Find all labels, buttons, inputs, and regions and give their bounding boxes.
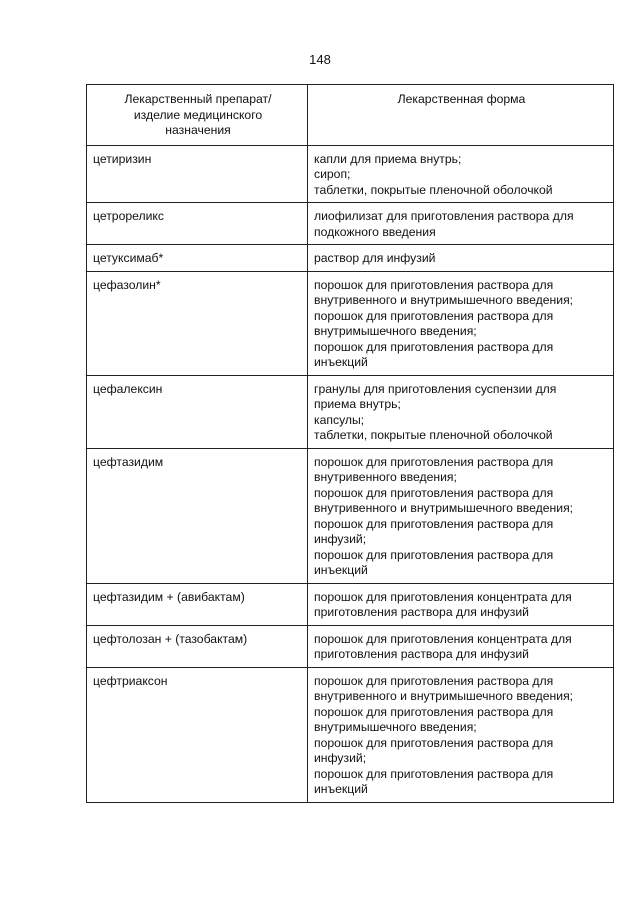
dosage-form-cell [308,203,614,245]
drug-name-cell [87,583,308,625]
dosage-form-line: внутримышечного введения; [314,720,477,734]
dosage-form-cell [308,271,614,375]
dosage-form-line: гранулы для приготовления суспензии для [314,381,557,396]
header-form-line: Лекарственная форма [397,92,526,106]
dosage-form-cell [308,583,614,625]
drug-name: цефтриаксон [93,673,168,688]
dosage-form-line: порошок для приготовления раствора для [314,454,554,469]
header-drug-line: назначения [165,123,231,137]
table-row [87,667,614,802]
table-row [87,245,614,272]
dosage-form-line: порошок для приготовления раствора для [314,339,554,354]
dosage-form-line: инфузий; [314,751,367,765]
table-row [87,375,614,448]
dosage-form-cell [308,625,614,667]
dosage-form-line: внутривенного и внутримышечного введения; [314,501,574,515]
drug-name: цефтолозан + (тазобактам) [93,631,248,646]
drug-name: цетрореликс [93,209,164,223]
drug-table [86,84,614,803]
header-drug-line: Лекарственный препарат/ [124,92,272,106]
dosage-form-line: капсулы; [314,412,365,427]
dosage-form-line: порошок для приготовления раствора для [314,516,554,531]
header-form [308,85,614,146]
drug-name: цетуксимаб* [93,251,164,265]
drug-name-cell [87,448,308,583]
dosage-form-line: порошок для приготовления раствора для [314,673,554,688]
dosage-form-line: лиофилизат для приготовления раствора для [314,209,574,223]
dosage-form-cell [308,145,614,203]
dosage-form-line: порошок для приготовления раствора для [314,547,554,562]
dosage-form-line: внутривенного и внутримышечного введения; [314,689,574,703]
table-row [87,625,614,667]
dosage-form-line: инфузий; [314,532,367,546]
header-drug-line: изделие медицинского [133,107,263,122]
drug-name: цефтазидим + (авибактам) [93,589,245,604]
drug-name-cell [87,375,308,448]
dosage-form-line: приготовления раствора для инфузий [314,605,529,619]
dosage-form-line: приготовления раствора для инфузий [314,647,529,661]
dosage-form-line: порошок для приготовления концентрата для [314,631,572,646]
dosage-form-line: порошок для приготовления раствора для [314,308,554,323]
dosage-form-line: внутримышечного введения; [314,324,477,338]
dosage-form-line: внутривенного введения; [314,470,457,484]
table-row [87,203,614,245]
drug-name-cell [87,145,308,203]
dosage-form-line: приема внутрь; [314,397,401,411]
dosage-form-line: порошок для приготовления раствора для [314,277,554,292]
drug-name: цефтазидим [93,454,164,469]
dosage-form-line: подкожного введения [314,224,436,239]
dosage-form-cell [308,448,614,583]
dosage-form-line: внутривенного и внутримышечного введения; [314,293,574,307]
drug-name-cell [87,625,308,667]
dosage-form-line: раствор для инфузий [314,251,436,265]
dosage-form-line: таблетки, покрытые пленочной оболочкой [314,428,553,442]
drug-name-cell [87,245,308,272]
dosage-form-line: таблетки, покрытые пленочной оболочкой [314,182,553,197]
table-row [87,448,614,583]
dosage-form-line: капли для приема внутрь; [314,151,462,166]
drug-name: цетиризин [93,151,152,166]
dosage-form-line: порошок для приготовления концентрата для [314,589,572,604]
dosage-form-cell [308,667,614,802]
dosage-form-line: порошок для приготовления раствора для [314,704,554,719]
drug-name-cell [87,667,308,802]
dosage-form-cell [308,375,614,448]
dosage-form-cell [308,245,614,272]
dosage-form-line: порошок для приготовления раствора для [314,735,554,750]
drug-name: цефазолин* [93,277,161,292]
dosage-form-line: инъекций [314,355,368,369]
dosage-form-line: инъекций [314,563,368,577]
dosage-form-line: сироп; [314,167,351,181]
drug-name-cell [87,271,308,375]
drug-name: цефалексин [93,381,163,396]
dosage-form-line: порошок для приготовления раствора для [314,485,554,500]
drug-name-cell [87,203,308,245]
dosage-form-line: инъекций [314,782,368,796]
table-row [87,583,614,625]
dosage-form-line: порошок для приготовления раствора для [314,766,554,781]
table-row [87,145,614,203]
table-header-row [87,85,614,146]
header-drug [87,85,308,146]
page-number: 148 [309,52,331,67]
table-body [87,145,614,802]
table-row [87,271,614,375]
